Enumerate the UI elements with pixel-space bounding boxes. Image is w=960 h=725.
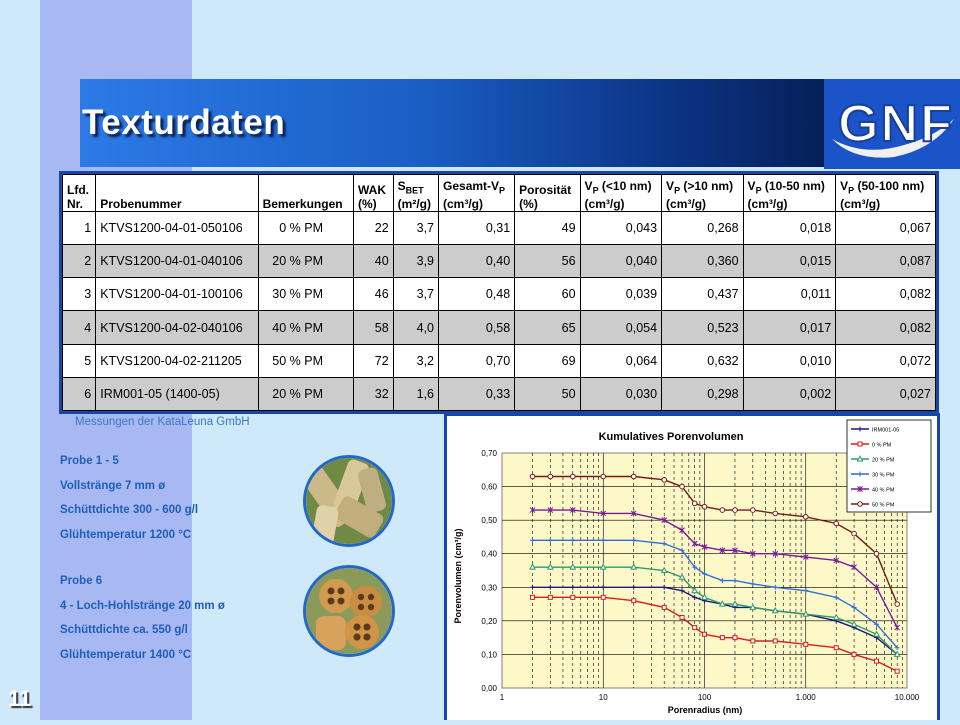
probe-6-density: Schüttdichte ca. 550 g/l [60, 624, 188, 636]
cell-por: 69 [515, 344, 580, 377]
probe-group-1 [60, 449, 198, 547]
table-row [63, 377, 936, 410]
cell-wak: 40 [354, 245, 394, 278]
cell-vg10: 0,360 [662, 245, 744, 278]
cell-bem: 20 % PM [258, 245, 353, 278]
cell-bem: 30 % PM [258, 278, 353, 311]
cell-v50100: 0,082 [836, 278, 936, 311]
data-point [680, 616, 684, 620]
y-tick-label: 0,30 [481, 583, 497, 593]
cell-v50100: 0,072 [836, 344, 936, 377]
chart-frame [444, 413, 940, 720]
cell-bem: 40 % PM [258, 311, 353, 344]
legend-entry: 0 % PM [872, 442, 892, 449]
x-tick-label: 1 [499, 693, 505, 702]
data-point [804, 642, 808, 646]
table-row [63, 278, 936, 311]
cell-por: 49 [515, 212, 580, 245]
header-sbet: $S_{BET}$ (m²/g) [393, 175, 438, 212]
pellet-photo-solid [303, 455, 395, 547]
data-point [803, 514, 808, 519]
data-point [733, 508, 738, 513]
cell-v10: 0,040 [580, 245, 662, 278]
data-point [632, 599, 636, 603]
data-point [703, 632, 707, 636]
header-vp-lt10: $V_P$ (<10 nm) (cm³/g) [580, 175, 662, 212]
table-row [63, 344, 936, 377]
cell-probe: KTVS1200-04-01-040106 [96, 245, 258, 278]
cell-sbet: 3,9 [393, 245, 438, 278]
cell-sbet: 3,2 [393, 344, 438, 377]
cell-vg10: 0,437 [662, 278, 744, 311]
cell-sbet: 3,7 [393, 212, 438, 245]
chart-xlabel: Porenradius (nm) [667, 705, 743, 715]
chart-title: Kumulatives Porenvolumen [598, 431, 744, 443]
cell-v1050: 0,011 [743, 278, 836, 311]
probe-6-label: Probe 6 [60, 575, 103, 587]
texture-table-frame [59, 171, 939, 414]
legend-entry: 20 % PM [872, 457, 895, 464]
header-gesamt-vp: Gesamt-$V_P$ (cm³/g) [439, 175, 515, 212]
cell-vges: 0,31 [439, 212, 515, 245]
data-point [530, 595, 534, 599]
cell-vg10: 0,523 [662, 311, 744, 344]
cell-vges: 0,40 [439, 245, 515, 278]
cell-wak: 32 [354, 377, 394, 410]
cell-v50100: 0,087 [836, 245, 936, 278]
data-point [858, 502, 863, 507]
table-row [63, 245, 936, 278]
data-point [662, 478, 667, 483]
y-tick-label: 0,00 [481, 684, 497, 693]
cell-wak: 72 [354, 344, 394, 377]
cell-por: 60 [515, 278, 580, 311]
table-header-row [63, 175, 936, 212]
gnf-logo [824, 79, 960, 169]
y-tick-label: 0,40 [481, 549, 497, 559]
x-tick-label: 100 [697, 693, 712, 702]
cell-probe: IRM001-05 (1400-05) [96, 377, 258, 410]
x-tick-label: 10.000 [894, 693, 920, 702]
cell-bem: 50 % PM [258, 344, 353, 377]
x-tick-label: 10 [598, 693, 608, 702]
cell-v50100: 0,067 [836, 212, 936, 245]
slide-title: Texturdaten [82, 103, 286, 142]
data-point [530, 474, 535, 479]
chart-legend [847, 420, 931, 512]
cell-v1050: 0,010 [743, 344, 836, 377]
cell-bem: 20 % PM [258, 377, 353, 410]
data-point [874, 551, 879, 556]
cell-v1050: 0,015 [743, 245, 836, 278]
data-point [720, 508, 725, 513]
cell-v10: 0,054 [580, 311, 662, 344]
table-row [63, 212, 936, 245]
pellet-photo-hollow [303, 565, 395, 657]
cell-vg10: 0,632 [662, 344, 744, 377]
data-point [571, 595, 575, 599]
cell-por: 56 [515, 245, 580, 278]
data-point [548, 474, 553, 479]
data-point [601, 474, 606, 479]
cell-sbet: 1,6 [393, 377, 438, 410]
cell-vges: 0,48 [439, 278, 515, 311]
cell-v1050: 0,018 [743, 212, 836, 245]
cell-vges: 0,70 [439, 344, 515, 377]
cell-nr: 3 [63, 278, 96, 311]
cell-vg10: 0,298 [662, 377, 744, 410]
chart-ylabel: Porenvolumen (cm³/g) [453, 528, 463, 624]
cell-por: 50 [515, 377, 580, 410]
cell-v10: 0,064 [580, 344, 662, 377]
logo-text: GNF [838, 95, 954, 153]
cell-v10: 0,039 [580, 278, 662, 311]
header-vp-gt10: $V_P$ (>10 nm) (cm³/g) [662, 175, 744, 212]
data-point [702, 504, 707, 509]
cell-sbet: 3,7 [393, 278, 438, 311]
cell-sbet: 4,0 [393, 311, 438, 344]
cell-probe: KTVS1200-04-02-040106 [96, 311, 258, 344]
cell-wak: 58 [354, 311, 394, 344]
probe-6-temperature: Glühtemperatur 1400 °C [60, 648, 192, 661]
cell-wak: 22 [354, 212, 394, 245]
legend-entry: IRM001-05 [872, 427, 900, 434]
data-point [692, 501, 697, 506]
data-point [773, 511, 778, 516]
cell-vges: 0,33 [439, 377, 515, 410]
data-point [858, 442, 862, 446]
header-nr: Lfd. Nr. [63, 175, 96, 212]
cell-v1050: 0,002 [743, 377, 836, 410]
data-point [773, 639, 777, 643]
legend-entry: 50 % PM [872, 502, 895, 509]
probe-group-2 [60, 569, 225, 667]
y-tick-label: 0,10 [481, 650, 497, 660]
probe-1-density: Schüttdichte 300 - 600 g/l [60, 504, 199, 516]
cell-probe: KTVS1200-04-01-050106 [96, 212, 258, 245]
data-point [631, 474, 636, 479]
y-tick-label: 0,20 [481, 616, 497, 626]
probe-1-label: Probe 1 - 5 [60, 455, 119, 467]
cell-probe: KTVS1200-04-01-100106 [96, 278, 258, 311]
data-point [662, 605, 666, 609]
data-point [720, 636, 724, 640]
cell-v1050: 0,017 [743, 311, 836, 344]
cell-v10: 0,043 [580, 212, 662, 245]
x-tick-label: 1.000 [795, 693, 816, 702]
y-tick-label: 0,70 [481, 449, 497, 458]
data-point [895, 602, 900, 607]
cell-por: 65 [515, 311, 580, 344]
y-tick-label: 0,60 [481, 482, 497, 492]
probe-1-temperature: Glühtemperatur 1200 °C [60, 528, 192, 541]
cell-v50100: 0,027 [836, 377, 936, 410]
probe-6-shape: 4 - Loch-Hohlstränge 20 mm ø [60, 599, 225, 612]
measurement-credit: Messungen der KataLeuna GmbH [75, 416, 250, 428]
header-vp-50-100: $V_P$ (50-100 nm) (cm³/g) [836, 175, 936, 212]
legend-entry: 30 % PM [872, 472, 895, 479]
data-point [852, 531, 857, 536]
cell-wak: 46 [354, 278, 394, 311]
data-point [570, 474, 575, 479]
data-point [751, 508, 756, 513]
data-point [733, 636, 737, 640]
cell-probe: KTVS1200-04-02-211205 [96, 344, 258, 377]
data-point [834, 646, 838, 650]
cell-nr: 1 [63, 212, 96, 245]
cell-vges: 0,58 [439, 311, 515, 344]
cell-nr: 5 [63, 344, 96, 377]
data-point [680, 484, 685, 489]
cell-bem: 0 % PM [258, 212, 353, 245]
header-probenummer: Probenummer [96, 175, 258, 212]
probe-1-shape: Vollstränge 7 mm ø [60, 479, 166, 492]
cell-nr: 2 [63, 245, 96, 278]
header-wak: WAK (%) [354, 175, 394, 212]
cell-nr: 6 [63, 377, 96, 410]
data-point [751, 639, 755, 643]
table-row [63, 311, 936, 344]
texture-table [62, 174, 936, 411]
header-porositaet: Porosität (%) [515, 175, 580, 212]
y-tick-label: 0,50 [481, 516, 497, 526]
cell-v10: 0,030 [580, 377, 662, 410]
data-point [834, 521, 839, 526]
page-number: 11 [8, 686, 32, 711]
data-point [875, 659, 879, 663]
cell-v50100: 0,082 [836, 311, 936, 344]
data-point [693, 626, 697, 630]
data-point [548, 595, 552, 599]
data-point [852, 652, 856, 656]
data-point [601, 595, 605, 599]
legend-entry: 40 % PM [872, 487, 895, 494]
header-bemerkungen: Bemerkungen [258, 175, 353, 212]
header-vp-10-50: $V_P$ (10-50 nm) (cm³/g) [743, 175, 836, 212]
data-point [895, 669, 899, 673]
pore-volume-chart [447, 416, 937, 720]
cell-vg10: 0,268 [662, 212, 744, 245]
cell-nr: 4 [63, 311, 96, 344]
